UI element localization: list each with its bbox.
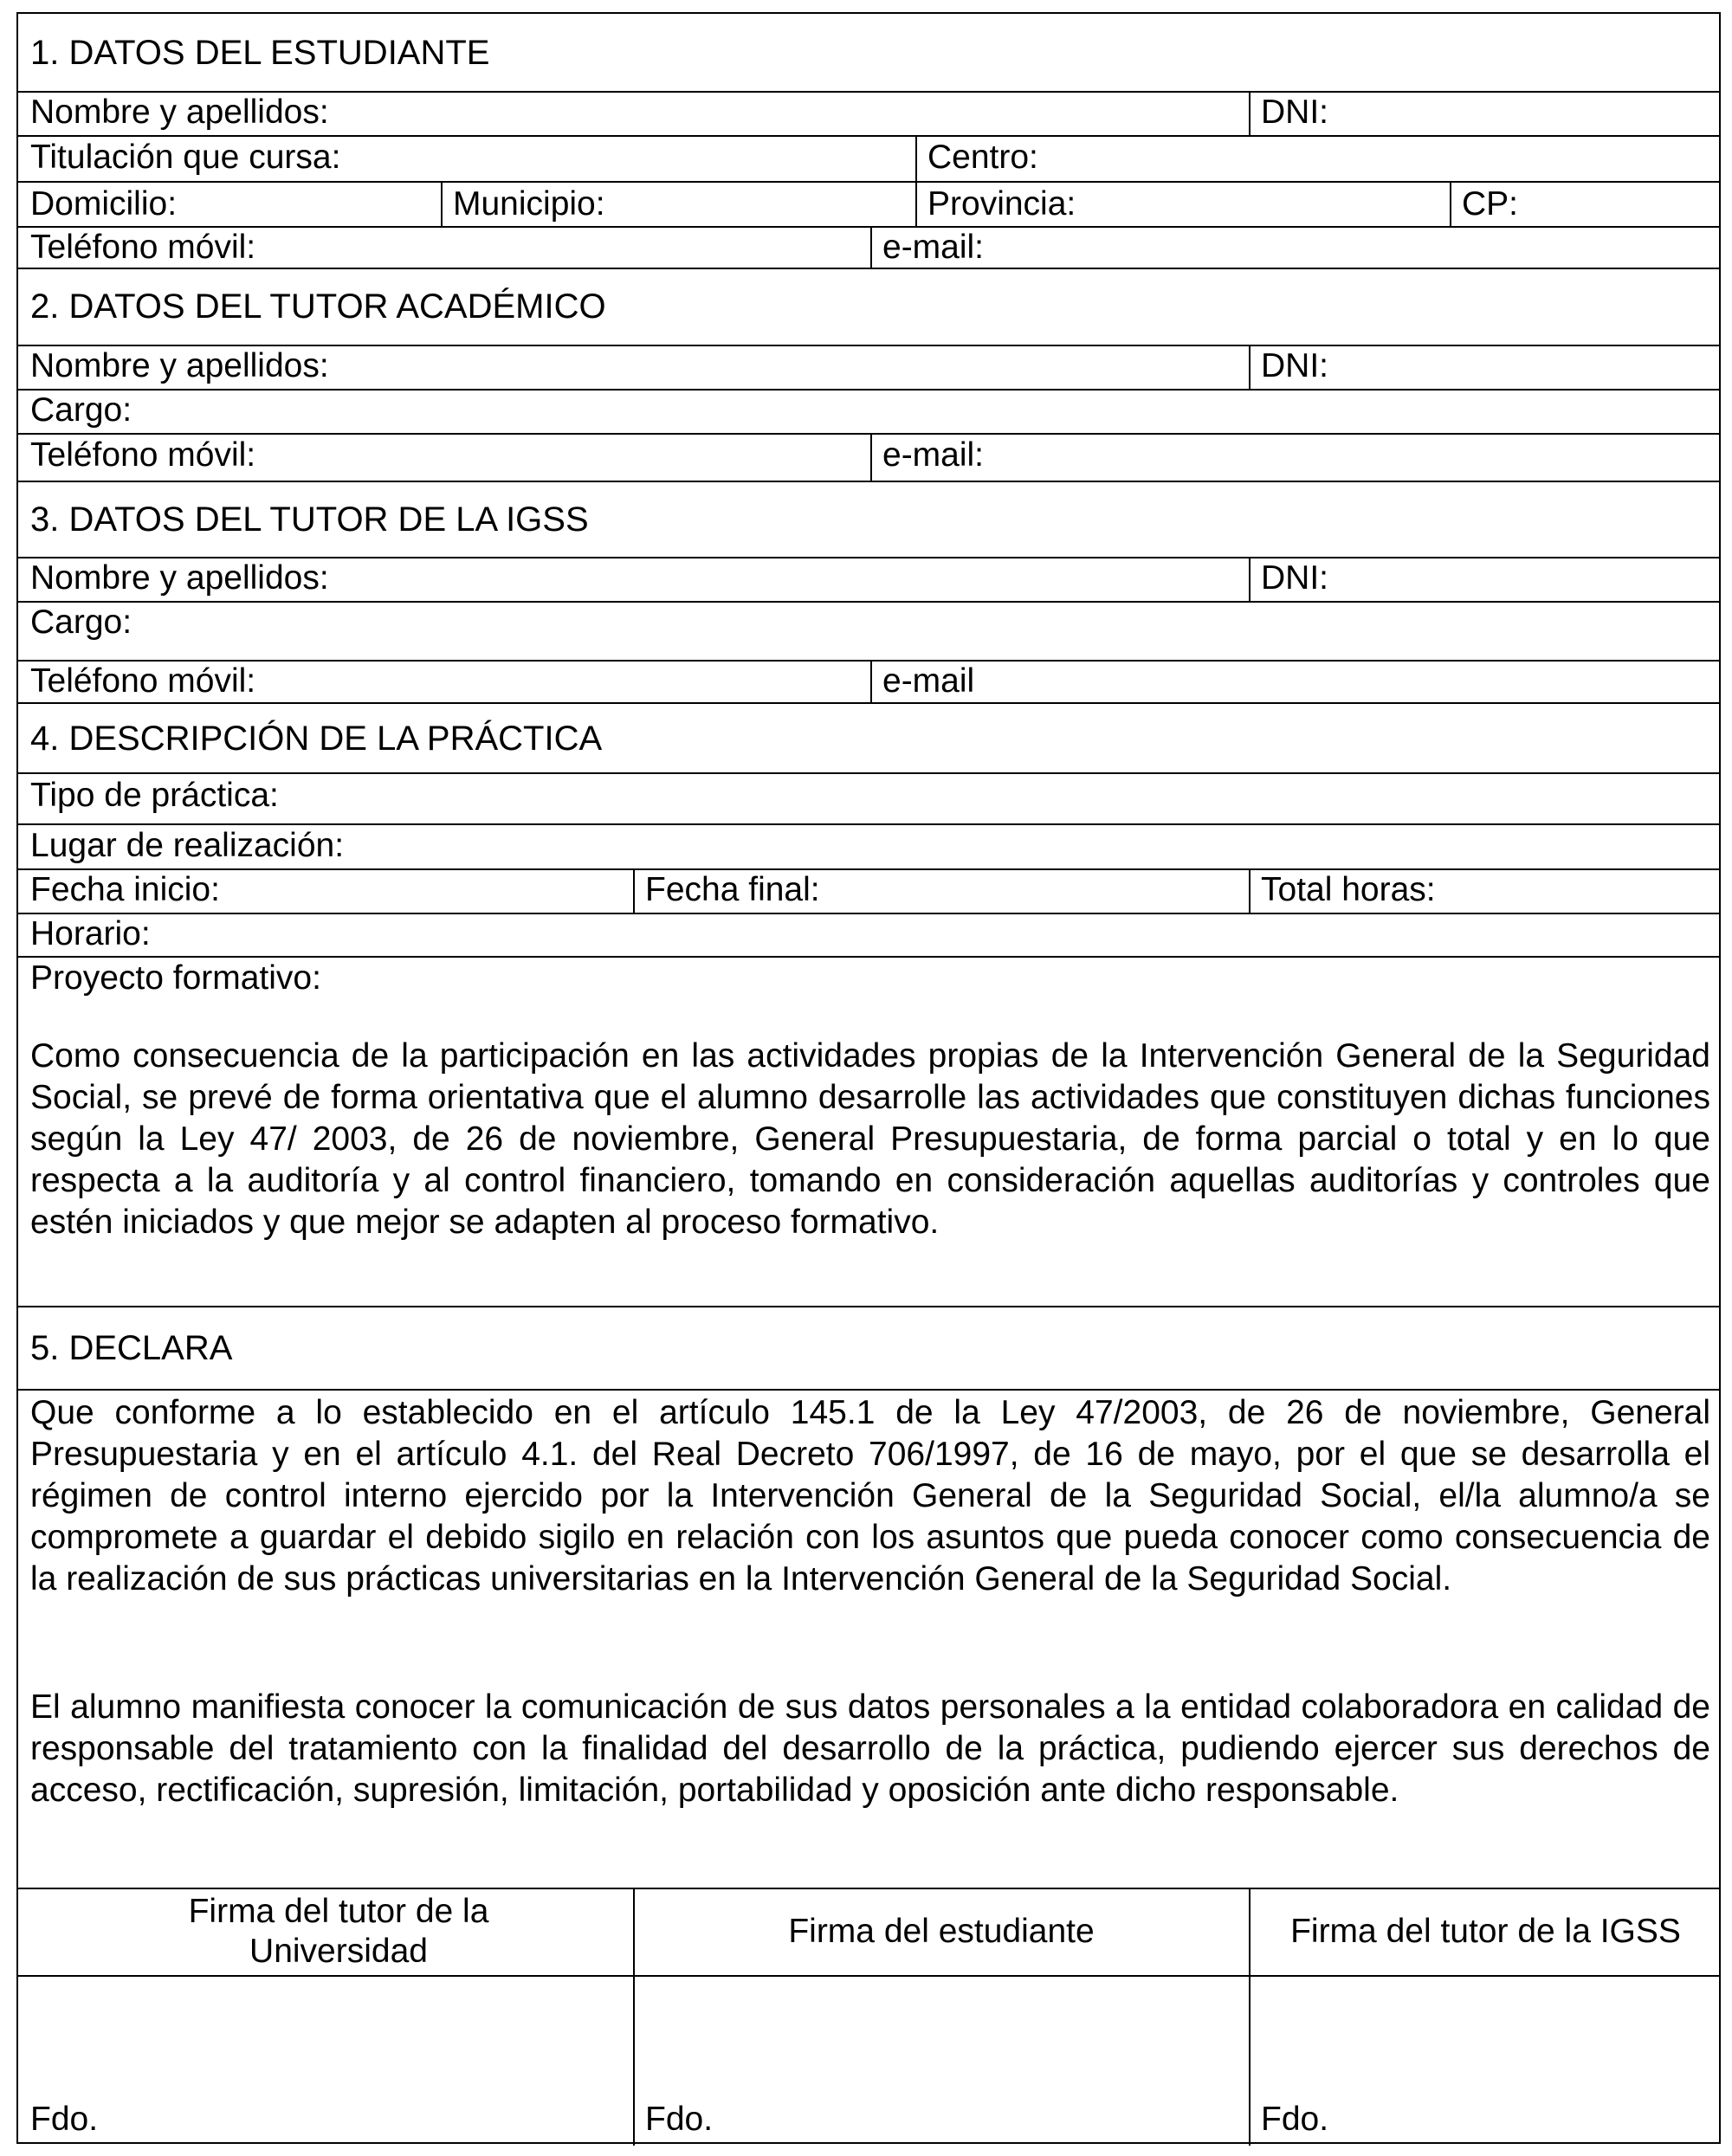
practice-agreement-form [16,12,1721,2144]
igss-tutor-dni-field[interactable]: DNI: [1261,559,1328,597]
row-divider [18,1389,1719,1391]
student-phone-field[interactable]: Teléfono móvil: [30,229,256,266]
row-divider [18,868,1719,870]
igss-tutor-signature-field[interactable]: Fdo. [1261,2101,1329,2138]
student-email-field[interactable]: e-mail: [882,229,985,266]
row-divider [18,226,1719,228]
cell-divider [870,226,872,268]
igss-tutor-name-field[interactable]: Nombre y apellidos: [30,559,329,597]
declaration-paragraph-1: Que conforme a lo establecido en el artículo 145.1 de la Ley 47/2003, de 26 de noviembre, General Presupuestaria y en el artículo 4.1. del Real Decreto 706/1997, de 16 de mayo, por el que se desarrolla el régimen de control interno ejercido por la Intervención General de la Seguridad Social, el/la alumno/a se compromete a guardar el debido sigilo en relación con los asuntos que pueda conocer como consecuencia de la realización de sus prácticas universitarias en la Intervención General de la Seguridad Social. [30,1394,1710,1598]
cell-divider [1249,868,1251,913]
academic-tutor-name-field[interactable]: Nombre y apellidos: [30,347,329,384]
igss-tutor-email-field[interactable]: e-mail [882,662,975,700]
academic-tutor-phone-field[interactable]: Teléfono móvil: [30,436,256,474]
row-divider [18,913,1719,914]
cell-divider [1249,91,1251,135]
student-signature-field[interactable]: Fdo. [645,2101,714,2138]
section-4-title: 4. DESCRIPCIÓN DE LA PRÁCTICA [30,720,603,758]
row-divider [18,1975,1719,1977]
row-divider [18,135,1719,137]
cell-divider [915,135,917,226]
schedule-field[interactable]: Horario: [30,915,151,952]
student-dni-field[interactable]: DNI: [1261,94,1328,131]
cell-divider [633,868,635,913]
practice-location-field[interactable]: Lugar de realización: [30,827,345,864]
student-address-field[interactable]: Domicilio: [30,185,178,223]
declaration-paragraph-2: El alumno manifiesta conocer la comunicación de sus datos personales a la entidad colaboradora en calidad de responsable del tratamiento con la finalidad del desarrollo de la práctica, pudiendo ejercer sus derechos de acceso, rectificación, supresión, limitación, portabilidad y oposición ante dicho responsable. [30,1688,1710,1809]
row-divider [18,702,1719,704]
student-name-field[interactable]: Nombre y apellidos: [30,94,329,131]
row-divider [18,1306,1719,1307]
section-5-title: 5. DECLARA [30,1329,233,1367]
student-degree-field[interactable]: Titulación que cursa: [30,139,341,176]
row-divider [18,433,1719,435]
student-province-field[interactable]: Provincia: [927,185,1076,223]
row-divider [18,481,1719,482]
cell-divider [870,660,872,702]
row-divider [18,660,1719,662]
cell-divider [441,181,443,226]
academic-tutor-dni-field[interactable]: DNI: [1261,347,1328,384]
training-project-label: Proyecto formativo: [30,959,321,997]
row-divider [18,91,1719,93]
row-divider [18,389,1719,391]
row-divider [18,181,1719,183]
row-divider [18,823,1719,825]
section-2-title: 2. DATOS DEL TUTOR ACADÉMICO [30,287,606,326]
section-3-title: 3. DATOS DEL TUTOR DE LA IGSS [30,500,589,539]
row-divider [18,956,1719,958]
student-municipality-field[interactable]: Municipio: [453,185,605,223]
igss-tutor-phone-field[interactable]: Teléfono móvil: [30,662,256,700]
row-divider [18,772,1719,774]
cell-divider [870,433,872,481]
academic-tutor-position-field[interactable]: Cargo: [30,391,132,429]
student-center-field[interactable]: Centro: [927,139,1038,176]
cell-divider [1249,557,1251,601]
section-1-title: 1. DATOS DEL ESTUDIANTE [30,34,490,72]
igss-tutor-signature-header: Firma del tutor de la IGSS [1290,1913,1681,1950]
training-project-text: Como consecuencia de la participación en las actividades propias de la Intervención General de la Seguridad Social, se prevé de forma orientativa que el alumno desarrolle las actividades que constituyen dichas funciones según la Ley 47/ 2003, de 26 de noviembre, General Presupuestaria, de forma parcial o total y en lo que respecta a la auditoría y al control financiero, tomando en consideración aquellas auditorías y controles que estén iniciados y que mejor se adapten al proceso formativo. [30,1037,1710,1241]
row-divider [18,557,1719,558]
cell-divider [1249,345,1251,389]
start-date-field[interactable]: Fecha inicio: [30,871,220,908]
row-divider [18,345,1719,346]
igss-tutor-position-field[interactable]: Cargo: [30,604,132,641]
total-hours-field[interactable]: Total horas: [1261,871,1436,908]
row-divider [18,1888,1719,1889]
end-date-field[interactable]: Fecha final: [645,871,820,908]
student-signature-header: Firma del estudiante [788,1913,1095,1950]
academic-tutor-email-field[interactable]: e-mail: [882,436,985,474]
university-tutor-signature-header: Firma del tutor de la Universidad [188,1893,489,1970]
practice-type-field[interactable]: Tipo de práctica: [30,777,279,814]
student-postal-code-field[interactable]: CP: [1462,185,1519,223]
cell-divider [1450,181,1451,226]
row-divider [18,601,1719,603]
university-tutor-signature-field[interactable]: Fdo. [30,2101,99,2138]
row-divider [18,268,1719,269]
